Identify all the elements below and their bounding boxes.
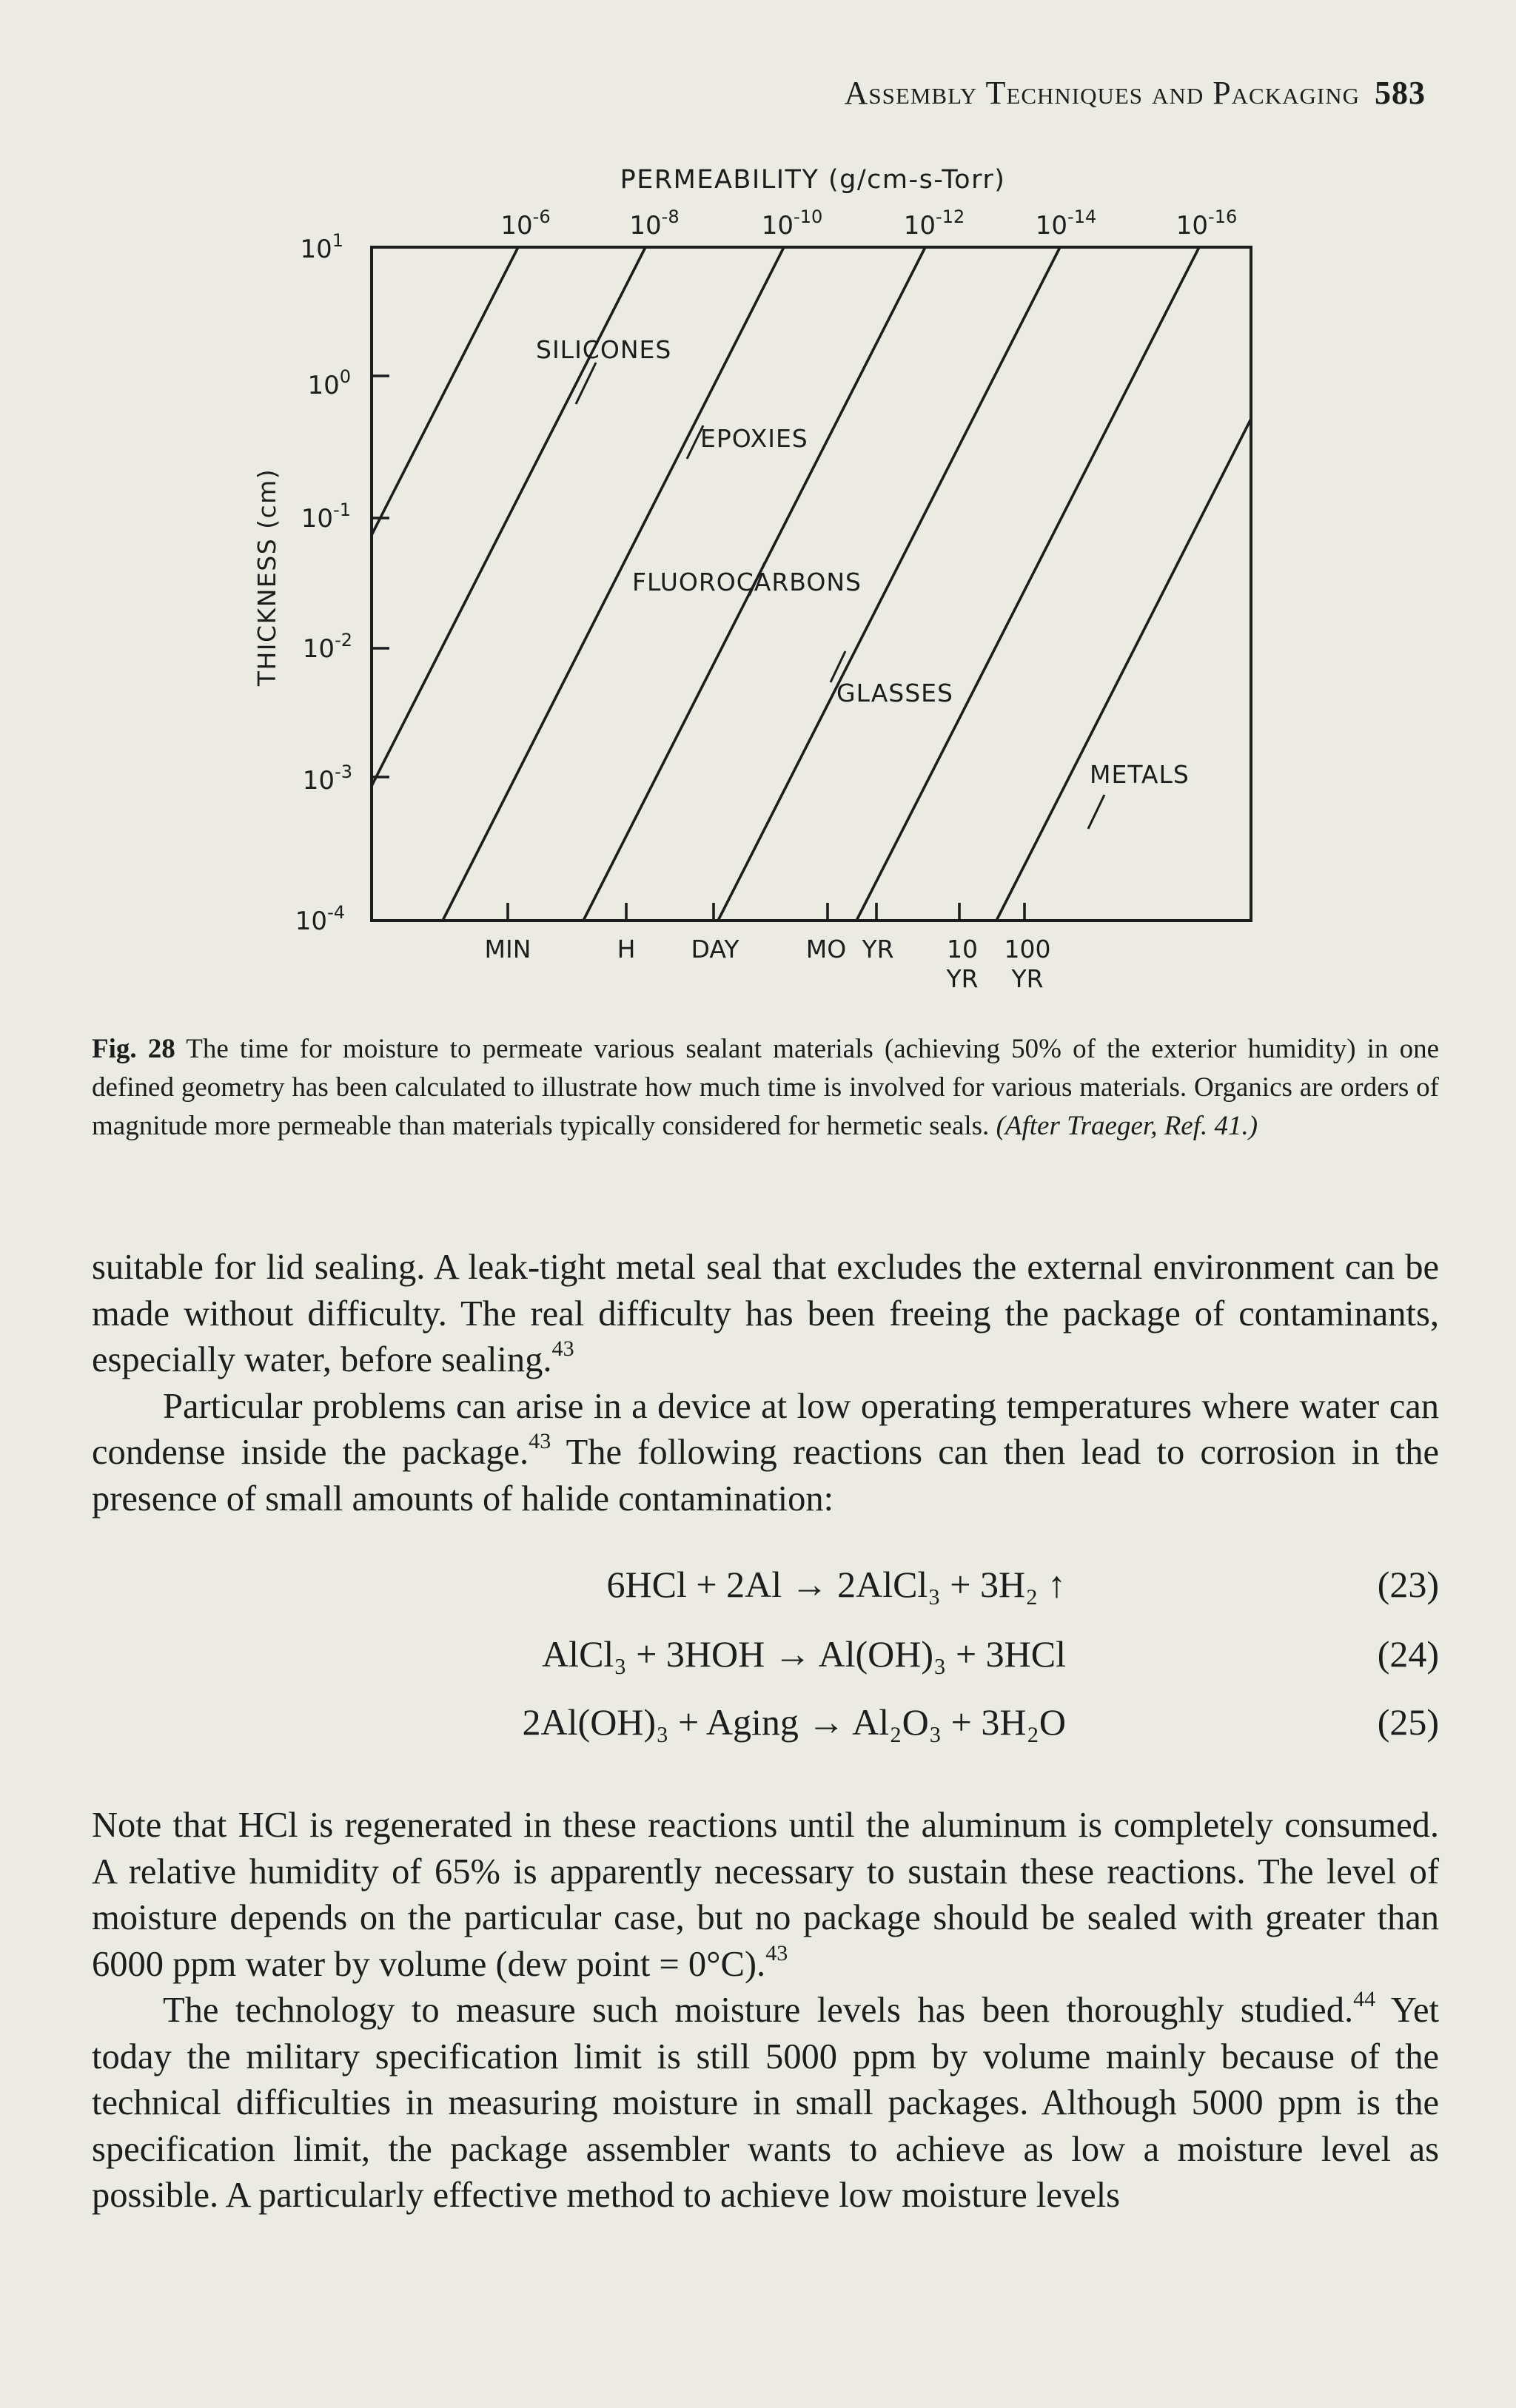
time-tick: YR <box>862 935 894 963</box>
running-title: Assembly Techniques and Packaging <box>844 75 1360 111</box>
paragraph-text: The technology to measure such moisture levels has been thoroughly studied. <box>163 1991 1354 2030</box>
fluorocarbons-label: FLUOROCARBONS <box>632 568 862 596</box>
equation-number: (25) <box>1377 1701 1439 1743</box>
permeability-figure <box>0 0 1516 1021</box>
equation-row <box>92 1701 1439 1752</box>
caption-text: The time for moisture to permeate various sealant materials (achieving 50% of the exterior humidity) in one defined geometry has been calculated to illustrate how much time is involved for various materials. Organics are orders of magnitude more permeable than materials typically considered for hermetic seals. <box>92 1034 1439 1141</box>
glasses-label: GLASSES <box>836 679 953 707</box>
metals-leader <box>1088 795 1104 829</box>
time-tick: DAY <box>691 935 739 963</box>
thickness-tick-labels <box>295 230 352 936</box>
paragraph-text: Note that HCl is regenerated in these reactions until the aluminum is completely consumed. A relative humidity of 65% is apparently necessary to sustain these reactions. The level of moisture depends on the particular case, but no package should be sealed with greater than 6000 ppm water by volume (dew point = 0°C). <box>92 1806 1439 1984</box>
epoxies-label: EPOXIES <box>700 424 808 453</box>
citation: 43 <box>551 1335 574 1361</box>
paragraph-text: Yet today the military specification limit is still 5000 ppm by volume mainly because of the technical difficulties in measuring moisture in small packages. Although 5000 ppm is the specification limit, the package assembler wants to achieve as low a moisture level as possible. A particularly effective method to achieve low moisture levels <box>92 1991 1439 2215</box>
boundary-line-1 <box>372 247 518 535</box>
thick-tick: $10^{-3}$ <box>302 761 352 796</box>
boundary-line-6 <box>856 247 1199 921</box>
metals-label: METALS <box>1090 760 1190 789</box>
time-tick: 10 <box>947 935 978 963</box>
citation: 43 <box>529 1427 551 1453</box>
y-ticks <box>372 376 389 777</box>
perm-tick: $10^{-6}$ <box>500 206 551 241</box>
page-number: 583 <box>1375 75 1426 111</box>
perm-tick: $10^{-8}$ <box>629 206 680 241</box>
thick-tick: $10^{-2}$ <box>302 630 352 664</box>
paragraph <box>92 1245 1439 1384</box>
silicones-label: SILICONES <box>536 335 672 364</box>
material-labels <box>536 335 1190 789</box>
equation-row <box>92 1563 1439 1615</box>
thick-tick: $10^{-4}$ <box>295 902 345 936</box>
thick-tick: $10^1$ <box>300 230 343 264</box>
equation-number: (23) <box>1377 1564 1439 1605</box>
paragraph-text: Particular problems can arise in a device at low operating temperatures where water can condense inside the package. <box>92 1386 1439 1472</box>
perm-tick: $10^{-10}$ <box>761 206 823 241</box>
perm-tick: $10^{-16}$ <box>1175 206 1238 241</box>
body-lower <box>92 1803 1439 2219</box>
citation: 44 <box>1353 1985 1376 2011</box>
boundary-line-2 <box>372 247 645 786</box>
paragraph <box>92 1384 1439 1523</box>
caption-reference: (After Traeger, Ref. 41.) <box>996 1111 1258 1141</box>
time-tick-unit: YR <box>1011 964 1044 993</box>
time-tick: MO <box>805 935 847 963</box>
equation-number: (24) <box>1377 1633 1439 1675</box>
equation-row <box>92 1632 1439 1684</box>
thickness-axis-title: THICKNESS (cm) <box>252 468 281 687</box>
paragraph <box>92 1985 1439 2219</box>
citation: 43 <box>765 1940 788 1965</box>
permeability-axis-title: PERMEABILITY (g/cm-s-Torr) <box>620 165 1006 195</box>
thick-tick: $10^0$ <box>307 366 351 400</box>
equation: 2Al(OH)₃ + Aging → Al₂O₃ + 3H₂O <box>522 1701 1066 1743</box>
time-tick: MIN <box>484 935 531 963</box>
time-tick-labels <box>485 935 1051 993</box>
glasses-leader <box>831 651 845 682</box>
silicones-leader <box>576 363 596 404</box>
boundary-line-7 <box>996 419 1251 921</box>
time-tick: 100 <box>1004 935 1051 963</box>
permeability-tick-labels <box>500 206 1237 241</box>
caption-label: Fig. 28 <box>92 1034 175 1064</box>
perm-tick: $10^{-12}$ <box>903 206 965 241</box>
paragraph-text: The following reactions can then lead to corrosion in the presence of small amounts of halide contamination: <box>92 1433 1439 1519</box>
paragraph-text: suitable for lid sealing. A leak-tight metal seal that excludes the external environment can be made without difficulty. The real difficulty has been freeing the package of contaminants, especially water, before sealing. <box>92 1248 1439 1379</box>
time-tick-unit: YR <box>946 964 979 993</box>
paragraph <box>92 1803 1439 1988</box>
figure-caption <box>92 1030 1439 1146</box>
equation: 6HCl + 2Al → 2AlCl₃ + 3H₂ ↑ <box>606 1564 1066 1605</box>
time-tick: H <box>617 935 636 963</box>
body-upper <box>92 1245 1439 1522</box>
perm-tick: $10^{-14}$ <box>1035 206 1097 241</box>
equation: AlCl₃ + 3HOH → Al(OH)₃ + 3HCl <box>542 1633 1066 1675</box>
thick-tick: $10^{-1}$ <box>301 500 351 534</box>
